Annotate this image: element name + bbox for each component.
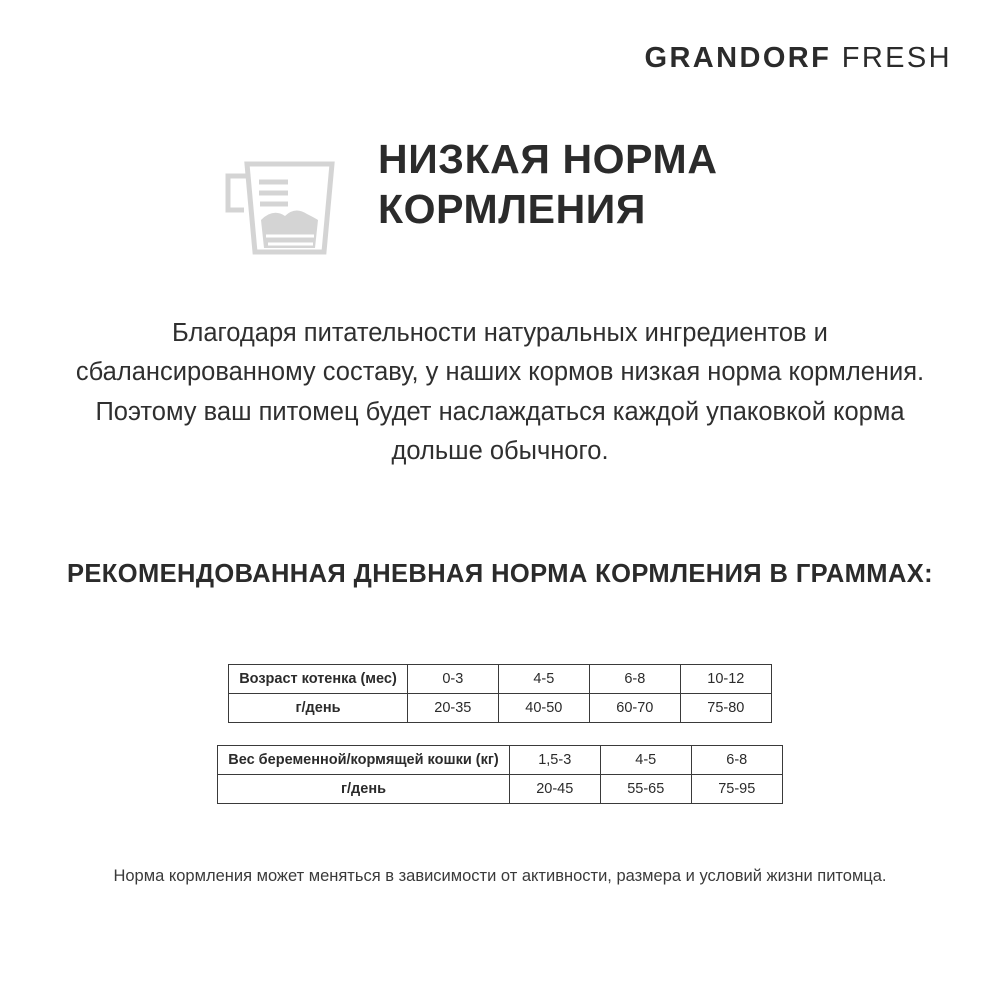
table-row — [229, 694, 772, 723]
table-cell: 0-3 — [407, 665, 498, 694]
table-spacer — [0, 723, 1000, 745]
table-cell: 75-80 — [680, 694, 771, 723]
row-label: Вес беременной/кормящей кошки (кг) — [218, 746, 509, 775]
intro-paragraph: Благодаря питательности натуральных ингредиентов и сбалансированному составу, у наших кормов низкая норма кормления. Поэтому ваш питомец будет наслаждаться каждой упаковкой корма дольше обычного. — [75, 318, 925, 466]
row-label: г/день — [229, 694, 408, 723]
row-label: Возраст котенка (мес) — [229, 665, 408, 694]
footnote: Норма кормления может меняться в зависимости от активности, размера и условий жизни питомца. — [113, 866, 887, 885]
table-cell: 1,5-3 — [509, 746, 600, 775]
table-cell: 6-8 — [691, 746, 782, 775]
brand-name-secondary: FRESH — [841, 42, 952, 74]
section-title: РЕКОМЕНДОВАННАЯ ДНЕВНАЯ НОРМА КОРМЛЕНИЯ В ГРАММАХ: — [66, 560, 934, 589]
table-cell: 60-70 — [589, 694, 680, 723]
headline-row — [0, 134, 1000, 262]
table-cell: 40-50 — [498, 694, 589, 723]
table-cell: 4-5 — [600, 746, 691, 775]
feeding-tables — [0, 664, 1000, 804]
brand-name-primary: GRANDORF — [644, 42, 832, 74]
table-cell: 4-5 — [498, 665, 589, 694]
brand-logo — [644, 42, 952, 75]
page-title: НИЗКАЯ НОРМА КОРМЛЕНИЯ — [378, 136, 718, 233]
table-cell: 75-95 — [691, 775, 782, 804]
table-cell: 10-12 — [680, 665, 771, 694]
measuring-cup-icon — [214, 140, 346, 262]
pregnant-cat-feeding-table — [217, 745, 782, 804]
table-cell: 20-45 — [509, 775, 600, 804]
row-label: г/день — [218, 775, 509, 804]
table-row — [229, 665, 772, 694]
table-cell: 55-65 — [600, 775, 691, 804]
table-cell: 20-35 — [407, 694, 498, 723]
table-row — [218, 775, 782, 804]
table-row — [218, 746, 782, 775]
table-cell: 6-8 — [589, 665, 680, 694]
kitten-feeding-table — [228, 664, 772, 723]
